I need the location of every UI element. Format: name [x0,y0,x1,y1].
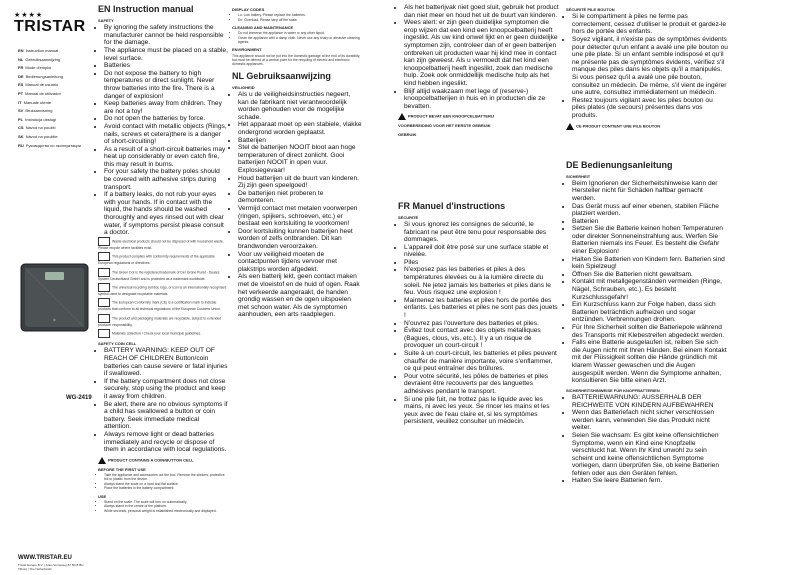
en-cleaning-heading: CLEANING AND MAINTENANCE [232,25,294,31]
list-item: • Do not open the batteries by force. [104,115,228,123]
list-item: • Stel de batterijen NOOIT bloot aan hoge temperaturen of direct zonlicht. Gooi batterijen NOOIT in open vuur. Explosiegevaar! [238,144,362,174]
list-item: • Ein Kurzschluss kann zur Folge haben, dass sich Batterien beträchtlich aufheizen und sogar entzünden. Verbrennungen drohen. [572,301,728,324]
symbol-icon [98,283,110,292]
language-code: NL [18,56,24,62]
language-code: IT [18,99,22,105]
language-row [18,99,96,108]
symbol-note-text: The Green Dot is the registered trademark of Der Grüne Punkt - Duales System Deutschland GmbH and is protected as a trademark worldwide. [98,270,220,281]
list-item: • De batterijen niet proberen te demonteren. [238,190,362,205]
warning-icon [98,457,106,464]
list-item: • Place the batteries in the battery compartment. [104,486,228,490]
nl-safety-list [232,91,362,319]
list-item: • Als een batterij lekt, geen contact maken met de vloeistof en de huid of ogen. Raak het verkeerde aangeraakt, de handen grondig wassen en de ogen uitspoelen met schoon water. Als de symptomen aanhouden, een arts raadplegen. [238,273,362,319]
language-code: ES [18,82,24,88]
list-item: • Voor uw veiligheid moeten de contactpunten tijdens vervoer met plakstrips worden afgedekt. [238,251,362,274]
list-item: • Soyez vigilant, il n'existe pas de symptômes évidents pour détecter qu'un enfant a avalé une pile bouton ou une pile plate. Si un enfant semble indisposé et qu'il ne présente pas de symptômes évidents, vérifiez s'il manque des piles dans les objets qu'il a manipulés. Si vous pensez qu'il a avalé une pile bouton, consultez un médecin. De même, s'il vient de ingérer une autre, consultez immédiatement un médecin. [572,36,728,97]
de-title: DE Bedienungsanleitung [566,159,673,170]
language-row [18,81,96,90]
list-item: • Be alert, there are no obvious symptoms if a child has swallowed a button or coin battery. Seek immediate medical attention. [104,401,228,431]
language-row [18,56,96,65]
list-item: • Batterijen [238,137,362,145]
language-code: DE [18,73,24,79]
symbol-note [98,314,228,327]
language-label: Návod na použitie [25,133,58,139]
en-before-list [98,473,228,491]
de-safety-list [566,180,728,385]
en-product-heading-text: PRODUCT CONTAINS A COIN/BUTTON CELL [108,457,194,463]
list-item: • N'ouvrez pas l'ouverture des batteries et piles. [404,320,560,328]
fr-cell-heading: SÉCURITÉ PILE BOUTON [566,7,615,12]
language-label: Manual de usuario [25,82,59,88]
en-coin-cell-heading: SAFETY COIN CELL [98,341,137,347]
symbol-note-text: The product and packaging materials are recyclable, subject to extended producer responsibility. [98,316,222,327]
en-cleaning-list [232,31,362,44]
list-item: • Als u de veiligheidsinstructies negeert, kan de fabrikant niet verantwoordelijk worden gehouden voor de mogelijke schade. [238,91,362,121]
list-item: • As a result of a short-circuit batteries may heat up considerably or even catch fire, this may result in burns. [104,146,228,169]
en-title: EN Instruction manual [98,4,194,14]
warning-icon [398,113,406,120]
language-code: PL [18,116,24,122]
language-row [18,47,96,56]
language-label: Bruksanvisning [25,108,53,114]
address: Tristar Europe B.V. | Jules Verneweg 87 5015 BH Tilburg | The Netherlands [18,563,84,571]
language-code: CS [18,125,24,131]
list-item: • Het apparaat moet op een stabiele, vlakke ondergrond worden geplaatst. [238,121,362,136]
list-item: • By ignoring the safety instructions the manufacturer cannot be held responsible for the damage. [104,24,228,47]
symbol-note-text: Waste electrical products should not be disposed of with household waste. Please recycle where facilities exist. [98,239,224,250]
list-item: • If a battery leaks, do not rub your eyes with your hands. If in contact with the liquid, the hands should be washed thoroughly and eyes rinsed out with clear water, if symptoms persist please consult a doctor. [104,191,228,237]
list-item: • Évitez tout contact avec des objets métalliques (Bagues, clous, vis, etc.). Il y a un risque de provoquer un court-circuit ! [404,327,560,350]
list-item: • Beim Ignorieren der Sicherheitshinweise kann der Hersteller nicht für Schäden haftbar gemacht werden. [572,180,728,203]
list-item: • Clean the appliance with a damp cloth. Never use any sharp or abrasive cleaning agents. [238,36,362,45]
nl-use-heading: GEBRUIK [398,131,417,137]
symbol-note-text: Materials collection / Check your local municipal guidelines. [112,331,202,336]
brand-name: TRISTAR [14,18,86,35]
symbol-icon [98,314,110,323]
language-row [18,142,96,151]
list-item: • Suite à un court-circuit, les batteries et piles peuvent chauffer de manière importante, voire s'enflammer, ce qui peut entraîner des brûlures. [404,350,560,373]
list-item: • Always stand in the centre of the platform. [104,504,228,508]
list-item: • Piles [404,259,560,267]
symbol-note-text: This product complies with conformity requirements of the applicable European regulations or directives. [98,254,215,266]
language-code: SK [18,133,24,139]
list-item: • L'appareil doit être posé sur une surface stable et nivelée. [404,244,560,259]
fr-product-heading-text: CE PRODUIT CONTIENT UNE PILE BOUTON [576,123,661,129]
fr-title: FR Manuel d'instructions [398,200,506,211]
en-safety-list [98,24,228,237]
warning-icon [566,123,574,130]
en-before-heading: BEFORE THE FIRST USE [98,466,146,472]
list-item: • Setzen Sie die Batterie keinen hohen Temperaturen oder direkter Sonneneinstrahlung aus. Werfen Sie Batterien niemals ins Feuer. Es besteht die Gefahr einer Explosion! [572,225,728,255]
list-item: • Maintenez les batteries et piles hors de portée des enfants. Les batteries et piles ne sont pas des jouets ! [404,297,560,320]
de-safety-heading: SICHERHEIT [566,173,591,179]
language-row [18,107,96,116]
en-use-heading: USE [98,493,107,499]
fr-safety-list [398,221,560,426]
en-use-list [98,500,228,513]
list-item: • Für Ihre Sicherheit sollten die Batteriepole während des Transports mit Klebestreifen abgedeckt werden. [572,324,728,339]
language-label: Mode d'emploi [25,65,52,71]
symbol-icon [98,298,110,307]
language-row [18,133,96,142]
symbol-icon [98,237,110,246]
language-label: Instruction manual [25,48,59,53]
en-display-heading: DISPLAY CODES [232,7,265,12]
list-item: • Als het batterijvak niet goed sluit, gebruik het product dan niet meer en houd het uit de buurt van kinderen. [404,4,560,19]
list-item: • Err: Overload. Please step off the scale. [238,18,362,22]
en-env-heading: ENVIRONMENT [232,47,262,53]
list-item: • Falls eine Batterie ausgelaufen ist, reiben Sie sich die Augen nicht mit Ihren Händen. Bei einem Kontakt mit der Flüssigkeit sollten die Hände gründlich mit klarem Wasser gewaschen und die Augen ausgespült werden. Wenn die Symptome anhalten, konsultieren Sie bitte einen Arzt. [572,339,728,385]
list-item: • Houd batterijen uit de buurt van kinderen. Zij zijn geen speelgoed! [238,175,362,190]
language-label: Instrukcja obsługi [25,116,57,122]
language-list [18,47,96,150]
language-code: EN [18,48,24,53]
symbol-note [98,283,228,296]
nl-before-heading: VOORBEREIDING VOOR HET EERSTE GEBRUIK [398,123,491,129]
list-item: • Öffnen Sie die Batterien nicht gewaltsam. [572,271,728,279]
list-item: • Halten Sie leere Batterien fern. [572,477,728,485]
list-item: • For your safety the battery poles should be covered with adhesive strips during transport. [104,168,228,191]
list-item: • Si le compartiment à piles ne ferme pas correctement, cessez d'utiliser le produit et gardez-le hors de portée des enfants. [572,13,728,36]
symbol-note-text: The European Conformity mark (CE) is a certification mark to indicate products that conform to all technical regulations of the European Customs Union. [98,300,221,312]
language-row [18,116,96,125]
nl-column [232,4,362,319]
fr-coin-cell-list [566,13,728,119]
nl-product-heading-text: PRODUCT BEVAT EEN KNOOPCELBATTERIJ [408,113,495,119]
language-label: Bedienungsanleitung [25,73,63,79]
list-item: • Si vous ignorez les consignes de sécurité, le fabricant ne peut être tenu pour responsable des dommages. [404,221,560,244]
list-item: • Si une pile fuit, ne frottez pas le liquide avec les mains, ni avec les yeux. Se rincer les mains et les yeux avec de l'eau claire et, si les symptômes persistent, veuillez consulter un médecin. [404,396,560,426]
list-item: • Seien Sie wachsam: Es gibt keine offensichtlichen Symptome, wenn ein Kind eine Knopfzelle verschluckt hat. Wenn Ihr Kind unwohl zu sein scheint und keine offensichtlichen Symptome vorliegen, dann überprüfen Sie, ob keine Batterien fehlen oder aus den Geräten fehlen. [572,432,728,478]
language-label: Manuale utente [23,99,52,105]
language-code: PT [18,90,24,96]
list-item: • Batterien [572,218,728,226]
en-safety-heading: SAFETY [98,18,114,23]
language-label: Manual de utilizador [25,90,61,96]
list-item: • Wees alert: er zijn geen duidelijke symptomen die erop wijzen dat een kind een knoopcelbatterij heeft ingeslikt. Als uw kind onwel lijkt en er geen duidelijke symptomen zijn, controleer dan of er geen batterijen ontbreken uit producten waar hij kind mee in contact kan zijn geweest. Als u vermoedt dat het kind een knoopcelbatterij heeft ingeslikt, zoek dan medische hulp. Zoek ook onmiddellijk medische hulp als het kind hebben ingeslikt. [404,19,560,87]
language-code: FR [18,65,24,71]
language-code: RU [18,142,24,148]
symbol-note [98,268,228,281]
list-item: • Das Gerät muss auf einer ebenen, stabilen Fläche platziert werden. [572,203,728,218]
list-item: • If the battery compartment does not close securely, stop using the product and keep it away from children. [104,378,228,401]
en-display-list [232,13,362,22]
language-row [18,64,96,73]
list-item: • Pour votre sécurité, les pôles de batteries et piles devraient être recouverts par des languettes adhésives pendant le transport. [404,373,560,396]
list-item: • Lo: Low battery. Please replace the batteries. [238,13,362,17]
fr-safety-heading: SÉCURITÉ [398,214,419,220]
list-item: • Stand on the scale. The scale will turn on automatically. [104,500,228,504]
en-env-text: This appliance should not be put into the domestic garbage at the end of its durability, but must be offered at a central point for the recycling of electric and electronic domestic appliances. [232,53,361,67]
language-label: Návod na použití [25,125,56,131]
bathroom-scale-image [17,260,92,335]
language-row [18,90,96,99]
list-item: • BATTERIEWARNUNG: AUSSERHALB DER REICHWEITE VON KINDERN AUFBEWAHREN [572,394,728,409]
language-row [18,124,96,133]
list-item: • Keep batteries away from children. They are not a toy! [104,100,228,115]
list-item: • While seconds, personal weight is established electronically and displayed. [104,509,228,513]
language-code: SV [18,108,24,114]
list-item: • The appliance must be placed on a stable, level surface. [104,47,228,62]
logo-stars: ★★★★ [14,12,44,19]
en-symbol-notes [98,237,228,338]
list-item: • Wenn das Batteriefach nicht sicher verschlossen werden kann, verwenden Sie das Produkt nicht weiter. [572,409,728,432]
fr-product-heading [566,123,728,130]
list-item: • Restez toujours vigilant avec les piles bouton ou piles plates (de secours) présentes dans vos produits. [572,97,728,120]
symbol-note [98,329,228,338]
list-item: • Do not expose the battery to high temperatures or direct sunlight. Never throw batteries into the fire. There is a danger of explosion! [104,70,228,100]
list-item: • Halten Sie Batterien von Kindern fern. Batterien sind kein Spielzeug! [572,256,728,271]
nl-coin-cell-list [398,4,560,110]
list-item: • Batteries [104,62,228,70]
nl-title: NL Gebruiksaanwijzing [232,70,331,81]
language-label: Gebruiksaanwijzing [25,56,61,62]
en-product-heading [98,457,228,464]
symbol-icon [98,252,110,261]
list-item: • Always stand the scale on a hard and flat surface. [104,482,228,486]
de-cell-heading: SICHERHEITSHINWEISE FÜR KNOPFBATTERIEN [566,387,660,393]
list-item: • Avoid contact with metallic objects (Rings, nails, screws et cetera)there is a danger of short-circuiting! [104,123,228,146]
list-item: • Always remove light or dead batteries immediately and recycle or dispose of them in accordance with local regulations. [104,431,228,454]
en-coin-cell-list [98,347,228,453]
list-item: • Door kortsluiting kunnen batterijen heet worden of zelfs ontbranden. Dit kan brandwonden veroorzaken. [238,228,362,251]
symbol-note [98,298,228,311]
model-number: WG-2419 [66,395,92,401]
en-column [98,4,228,513]
symbol-icon [98,329,110,338]
fr-column [398,4,560,426]
nl-product-heading [398,113,560,120]
de-column [566,4,728,485]
list-item: • BATTERY WARNING: KEEP OUT OF REACH OF CHILDREN Button/coin batteries can cause severe or fatal injuries if swallowed. [104,347,228,377]
tristar-logo [14,12,94,35]
symbol-icon [98,268,110,277]
list-item: • N'exposez pas les batteries et piles à des températures élevées ou à la lumière directe du soleil. Ne jetez jamais les batteries et piles dans le feu. Vous risquez une explosion ! [404,266,560,296]
left-sidebar [0,0,96,575]
symbol-note [98,237,228,250]
language-label: Руководство по эксплуатации [25,142,81,148]
list-item: • Kontakt mit metallgegenständen vermeiden (Ringe, Nägel, Schrauben, etc.). Es besteht Kurzschlussgefahr! [572,278,728,301]
list-item: • Take the appliance and accessories out the box. Remove the stickers, protective foil or plastic from the device. [104,473,228,482]
list-item: • Vermijd contact met metalen voorwerpen (ringen, spijkers, schroeven, etc.) er bestaat een kortsluiting te voorkomen! [238,205,362,228]
de-coin-cell-list [566,394,728,485]
nl-safety-heading: VEILIGHEID [232,84,255,90]
list-item: • Blijf altijd waakzaam met lege of (reserve-) knoopcelbatterijen in huis en in producten die ze bevatten. [404,88,560,111]
website: WWW.TRISTAR.EU [18,555,72,561]
symbol-note [98,252,228,265]
list-item: • Do not immerse the appliance in water or any other liquid. [238,31,362,35]
language-row [18,73,96,82]
symbol-note-text: The universal recycling symbol, logo, or icon is an internationally recognised symbol used to designate recyclable materials. [98,285,227,297]
